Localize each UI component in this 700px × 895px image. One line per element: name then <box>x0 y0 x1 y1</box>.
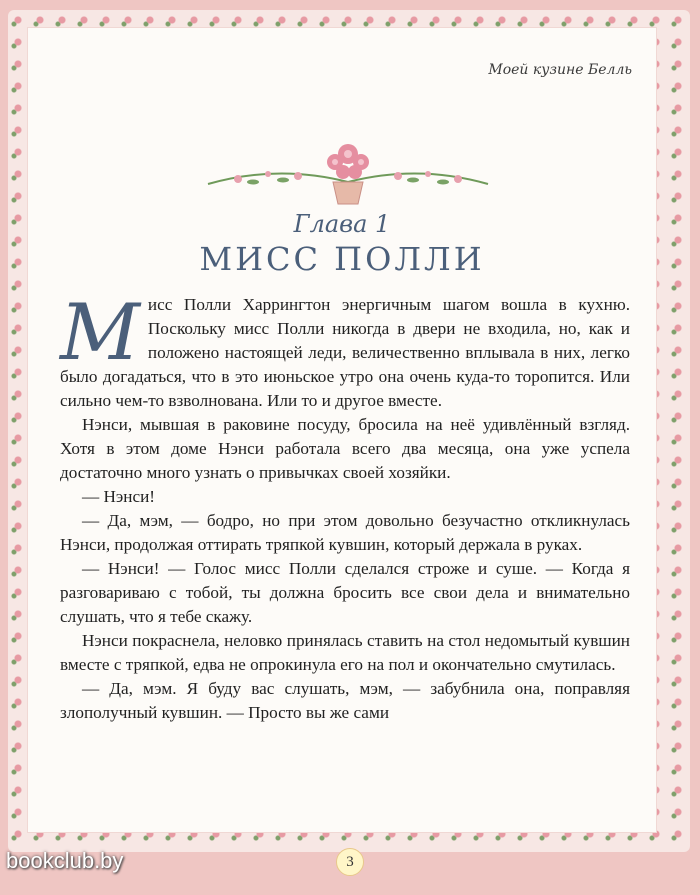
page-paper <box>28 28 656 832</box>
paragraph: — Да, мэм. Я буду вас слушать, мэм, — забубнила она, поправляя злополучный кувшин. — Просто вы же сами <box>60 679 630 722</box>
drop-cap: М <box>60 288 140 378</box>
paragraph: — Да, мэм, — бодро, но при этом довольно безучастно откликнулась Нэнси, продолжая оттирать тряпкой кувшин, который держала в руках. <box>60 511 630 554</box>
chapter-title: МИСС ПОЛЛИ <box>199 240 485 278</box>
chapter-text <box>60 288 630 725</box>
dedication: Моей кузине Белль <box>488 62 632 78</box>
paragraph: Нэнси, мывшая в раковине посуду, бросила на неё удивлённый взгляд. Хотя в этом доме Нэнси работала всего два месяца, она уже успела достаточно много узнать о привычках своей хозяйки. <box>60 415 630 482</box>
watermark: bookclub.by <box>6 848 124 873</box>
page-number: 3 <box>336 848 364 876</box>
floral-ornament-icon <box>198 124 498 214</box>
paragraph: Мисс Полли Харрингтон энергичным шагом вошла в кухню. Поскольку мисс Полли никогда в двери не входила, но, как и положено настоящей леди, величественно вплывала в них, легко было догадаться, что в это июньское утро она очень куда-то торопится. Или сильно чем-то взволнована. Или то и другое вместе. <box>60 288 630 410</box>
paragraph: — Нэнси! <box>82 487 156 506</box>
chapter-number: Глава 1 <box>293 210 391 238</box>
paragraph: — Нэнси! — Голос мисс Полли сделался строже и суше. — Когда я разговариваю с тобой, ты должна бросить все свои дела и внимательно слушать, что я тебе скажу. <box>60 559 630 626</box>
paragraph: Нэнси покраснела, неловко принялась ставить на стол недомытый кувшин вместе с тряпкой, едва не опрокинула его на пол и окончательно смутилась. <box>60 631 630 674</box>
